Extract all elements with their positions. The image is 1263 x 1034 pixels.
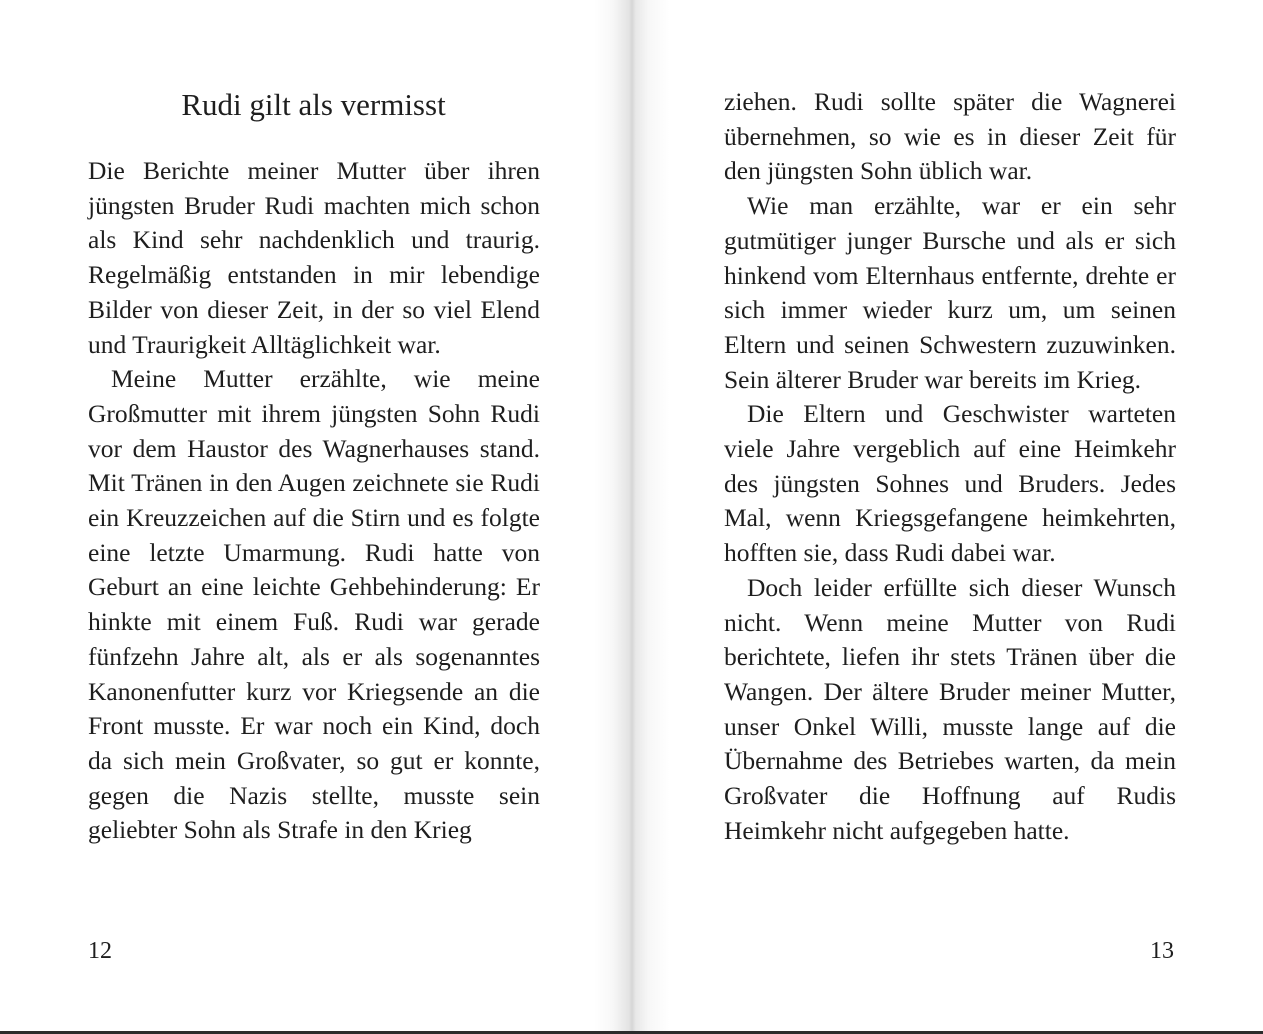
chapter-title: Rudi gilt als vermisst: [181, 87, 446, 122]
paragraph: Die Berichte meiner Mutter über ihren jüngsten Bruder Rudi machten mich schon als Kind sehr nachdenklich und traurig. Regelmäßig entstanden in mir lebendige Bilder von dieser Zeit, in der so viel Elend und Traurigkeit Alltäglichkeit war.: [88, 156, 540, 359]
paragraph: ziehen. Rudi sollte später die Wagnerei übernehmen, so wie es in dieser Zeit für den jüngsten Sohn üblich war.: [724, 87, 1176, 186]
paragraph: Wie man erzählte, war er ein sehr gutmütiger junger Bursche und als er sich hinkend vom Elternhaus entfernte, drehte er sich immer wieder kurz um, um seinen Eltern und seinen Schwestern zuzuwinken. Sein älterer Bruder war bereits im Krieg.: [724, 191, 1176, 394]
paragraph: Die Eltern und Geschwister warteten viele Jahre vergeblich auf eine Heimkehr des jüngsten Sohnes und Bruders. Jedes Mal, wenn Kriegsgefangene heimkehrten, hofften sie, dass Rudi dabei war.: [724, 399, 1176, 568]
right-page-text: [724, 85, 1176, 848]
left-page-text: [88, 154, 540, 848]
paragraph: Meine Mutter erzählte, wie meine Großmutter mit ihrem jüngsten Sohn Rudi vor dem Haustor des Wagnerhauses stand. Mit Tränen in den Augen zeichnete sie Rudi ein Kreuzzeichen auf die Stirn und es folgte eine letzte Umarmung. Rudi hatte von Geburt an eine leichte Gehbehinderung: Er hinkte mit einem Fuß. Rudi war gerade fünfzehn Jahre alt, als er als sogenanntes Kanonenfutter kurz vor Kriegsende an die Front musste. Er war noch ein Kind, doch da sich mein Großvater, so gut er konnte, gegen die Nazis stellte, musste sein geliebter Sohn als Strafe in den Krieg: [88, 364, 540, 845]
page-number-right: 13: [1150, 938, 1174, 964]
paragraph: Doch leider erfüllte sich dieser Wunsch nicht. Wenn meine Mutter von Rudi berichtete, liefen ihr stets Tränen über die Wangen. Der ältere Bruder meiner Mutter, unser Onkel Willi, musste lange auf die Übernahme des Betriebes warten, da mein Großvater die Hoffnung auf Rudis Heimkehr nicht aufgegeben hatte.: [724, 572, 1176, 845]
page-number-left: 12: [88, 938, 112, 964]
